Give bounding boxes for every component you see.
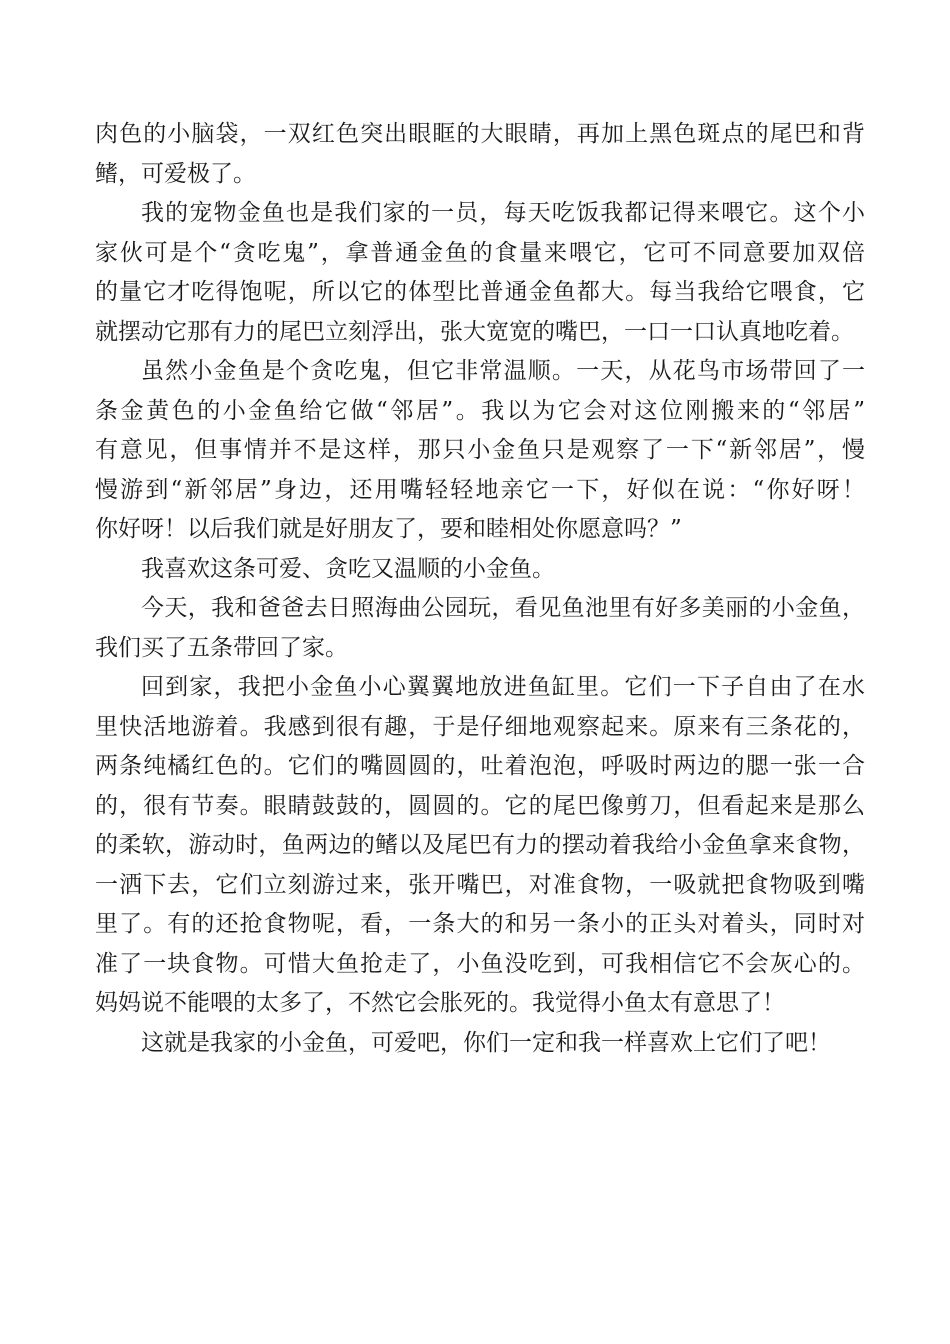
- text-line: 有意见，但事情并不是这样，那只小金鱼只是观察了一下“新邻居”，慢: [95, 437, 865, 463]
- text-line: 我喜欢这条可爱、贪吃又温顺的小金鱼。: [141, 555, 555, 582]
- text-line: 慢游到“新邻居”身边，还用嘴轻轻地亲它一下，好似在说：“你好呀！: [95, 476, 865, 503]
- paragraph-4: [95, 550, 865, 590]
- text-line: 里快活地游着。我感到很有趣，于是仔细地观察起来。原来有三条花的，: [95, 713, 865, 740]
- text-line: 条金黄色的小金鱼给它做“邻居”。我以为它会对这位刚搬来的“邻居”: [95, 397, 865, 424]
- text-line: 的柔软，游动时，鱼两边的鳍以及尾巴有力的摆动着我给小金鱼拿来食物，: [95, 832, 865, 858]
- document-page: [95, 115, 865, 1063]
- paragraph-2: [95, 194, 865, 352]
- paragraph-7: [95, 1024, 865, 1064]
- text-line: 今天，我和爸爸去日照海曲公园玩，看见鱼池里有好多美丽的小金鱼，: [141, 595, 865, 621]
- paragraph-5: [95, 589, 865, 668]
- text-line: 的量它才吃得饱呢，所以它的体型比普通金鱼都大。每当我给它喂食，它: [95, 279, 865, 305]
- text-line: 妈妈说不能喂的太多了，不然它会胀死的。我觉得小鱼太有意思了！: [95, 990, 785, 1016]
- text-line: 肉色的小脑袋，一双红色突出眼眶的大眼睛，再加上黑色斑点的尾巴和背: [95, 121, 865, 147]
- text-line: 你好呀！以后我们就是好朋友了，要和睦相处你愿意吗？”: [95, 516, 682, 542]
- text-line: 就摆动它那有力的尾巴立刻浮出，张大宽宽的嘴巴，一口一口认真地吃着。: [95, 318, 854, 345]
- text-line: 回到家，我把小金鱼小心翼翼地放进鱼缸里。它们一下子自由了在水: [141, 674, 865, 700]
- text-line: 家伙可是个“贪吃鬼”，拿普通金鱼的食量来喂它，它可不同意要加双倍: [95, 239, 865, 266]
- text-line: 一洒下去，它们立刻游过来，张开嘴巴，对准食物，一吸就把食物吸到嘴: [95, 871, 865, 898]
- text-line: 这就是我家的小金鱼，可爱吧，你们一定和我一样喜欢上它们了吧！: [141, 1029, 831, 1056]
- text-line: 我的宠物金鱼也是我们家的一员，每天吃饭我都记得来喂它。这个小: [141, 200, 865, 226]
- paragraph-3: [95, 352, 865, 550]
- text-line: 的，很有节奏。眼睛鼓鼓的，圆圆的。它的尾巴像剪刀，但看起来是那么: [95, 792, 865, 819]
- text-line: 两条纯橘红色的。它们的嘴圆圆的，吐着泡泡，呼吸时两边的腮一张一合: [95, 753, 865, 779]
- text-line: 鳍，可爱极了。: [95, 160, 256, 187]
- paragraph-6: [95, 668, 865, 1024]
- text-line: 我们买了五条带回了家。: [95, 634, 348, 661]
- text-line: 虽然小金鱼是个贪吃鬼，但它非常温顺。一天，从花鸟市场带回了一: [141, 358, 865, 384]
- text-line: 里了。有的还抢食物呢，看，一条大的和另一条小的正头对着头，同时对: [95, 911, 865, 937]
- paragraph-1: [95, 115, 865, 194]
- text-line: 准了一块食物。可惜大鱼抢走了，小鱼没吃到，可我相信它不会灰心的。: [95, 950, 865, 977]
